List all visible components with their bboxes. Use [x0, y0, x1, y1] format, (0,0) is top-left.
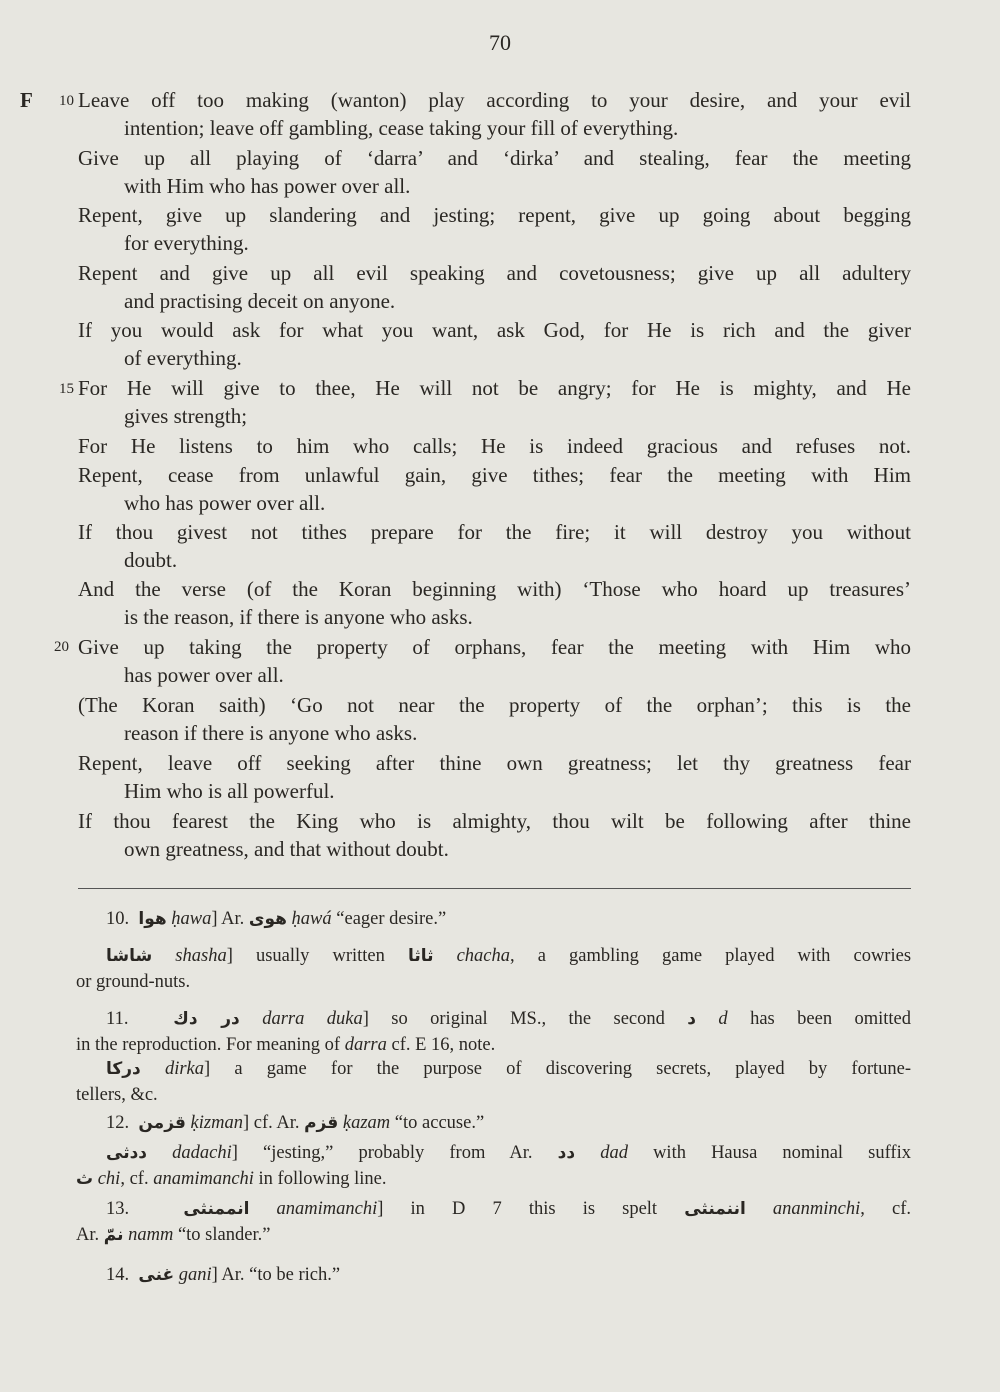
verse-text: For He will give to thee, He will not be angry; for He is mighty, and He	[78, 376, 911, 400]
verse-line	[78, 259, 911, 315]
transliteration: namm	[128, 1225, 174, 1245]
verse-text: (The Koran saith) ‘Go not near the property of the orphan’; this is the	[78, 693, 911, 717]
verse-line	[78, 374, 911, 430]
arabic-word: غنى	[138, 1265, 175, 1285]
arabic-word: ث	[76, 1169, 94, 1189]
footnote-number: 10.	[106, 909, 130, 929]
verse-line	[78, 749, 911, 805]
arabic-word: نمّ	[103, 1225, 124, 1245]
verse-line	[78, 518, 911, 574]
verse-continuation: reason if there is anyone who asks.	[124, 721, 418, 745]
arabic-word: دد	[557, 1143, 576, 1163]
footnote-text: “eager desire.”	[331, 909, 447, 929]
verse-text: And the verse (of the Koran beginning with) ‘Those who hoard up treasures’	[78, 577, 911, 601]
footnote	[76, 943, 911, 995]
footnote-number: 12.	[106, 1113, 130, 1133]
transliteration: darra duka	[262, 1009, 363, 1029]
verse-line	[78, 807, 911, 863]
footnote	[76, 1262, 911, 1288]
footnote-text: has been omitted	[727, 1009, 911, 1029]
footnote-text: or ground-nuts.	[76, 972, 191, 992]
footnote-text: , cf.	[120, 1169, 154, 1189]
transliteration: ḥawa	[171, 909, 212, 929]
footnote	[76, 1110, 911, 1136]
transliteration: anamimanchi	[153, 1169, 254, 1189]
transliteration: ananminchi	[772, 1199, 861, 1219]
transliteration: chi	[97, 1169, 121, 1189]
transliteration: ḳizman	[190, 1113, 243, 1133]
verse-line	[78, 86, 911, 142]
footnote-text: , cf.	[860, 1199, 912, 1219]
verse-text: Give up all playing of ‘darra’ and ‘dirka’ and stealing, fear the meeting	[78, 146, 911, 170]
verse-line	[78, 201, 911, 257]
arabic-word: شاشا	[106, 946, 153, 966]
verse-text: Leave off too making (wanton) play according to your desire, and your evil	[78, 88, 911, 112]
transliteration: dadachi	[172, 1143, 232, 1163]
verse-continuation: of everything.	[124, 346, 242, 370]
verse-text: Repent, leave off seeking after thine own greatness; let thy greatness fear	[78, 751, 911, 775]
verse-text: If thou givest not tithes prepare for the fire; it will destroy you without	[78, 520, 911, 544]
footnote	[76, 1140, 911, 1192]
section-mark: F	[20, 88, 33, 112]
verse-continuation: who has power over all.	[124, 491, 326, 515]
verse-line	[78, 144, 911, 200]
footnote-text: “to slander.”	[173, 1225, 271, 1245]
arabic-word: انممنثى	[183, 1199, 250, 1219]
transliteration: dirka	[164, 1059, 205, 1079]
verse-continuation: with Him who has power over all.	[124, 174, 411, 198]
page-number: 70	[489, 30, 511, 55]
footnote-number: 14.	[106, 1265, 130, 1285]
arabic-word: هوا	[138, 909, 167, 929]
verse-line	[78, 575, 911, 631]
transliteration: dad	[600, 1143, 628, 1163]
verse-continuation: has power over all.	[124, 663, 284, 687]
footnote-text: ] so original MS., the second	[362, 1009, 688, 1029]
transliteration: anamimanchi	[276, 1199, 378, 1219]
arabic-word: ثاثا	[407, 946, 434, 966]
footnote-text: Ar.	[76, 1225, 104, 1245]
footnote-text: ] Ar.	[211, 909, 249, 929]
footnote-text: “to accuse.”	[390, 1113, 485, 1133]
verse-text: If you would ask for what you want, ask God, for He is rich and the giver	[78, 318, 911, 342]
verse-text: Repent, give up slandering and jesting; repent, give up going about begging	[78, 203, 911, 227]
transliteration: shasha	[175, 946, 227, 966]
transliteration: gani	[178, 1265, 212, 1285]
footnote-text: tellers, &c.	[76, 1085, 158, 1105]
arabic-word: دركا	[106, 1059, 141, 1079]
footnote	[76, 1056, 911, 1108]
verse-continuation: and practising deceit on anyone.	[124, 289, 396, 313]
verse-text: Give up taking the property of orphans, fear the meeting with Him who	[78, 635, 911, 659]
verse-continuation: intention; leave off gambling, cease taking your fill of everything.	[124, 116, 679, 140]
footnote-text: ] cf. Ar.	[242, 1113, 305, 1133]
verse-continuation: doubt.	[124, 548, 178, 572]
footnote-text: ] usually written	[226, 946, 408, 966]
footnote	[76, 1196, 911, 1248]
footnote-text: ] a game for the purpose of discovering secrets, played by fortune-	[204, 1059, 912, 1079]
verse-text: Repent, cease from unlawful gain, give tithes; fear the meeting with Him	[78, 463, 911, 487]
verse-continuation: own greatness, and that without doubt.	[124, 837, 449, 861]
arabic-word: ددثى	[106, 1143, 148, 1163]
verse-text: If thou fearest the King who is almighty, thou wilt be following after thine	[78, 809, 911, 833]
verse-line	[78, 432, 911, 460]
transliteration: chacha	[456, 946, 511, 966]
arabic-word: قزمن	[138, 1113, 186, 1133]
transliteration: d	[718, 1009, 728, 1029]
verse-continuation: Him who is all powerful.	[124, 779, 335, 803]
transliteration: ḳazam	[342, 1113, 391, 1133]
transliteration: darra	[344, 1035, 387, 1055]
verse-continuation: is the reason, if there is anyone who asks.	[124, 605, 473, 629]
footnote-text: cf. E 16, note.	[386, 1035, 496, 1055]
verse-line	[78, 316, 911, 372]
footnote-text: in the reproduction. For meaning of	[76, 1035, 345, 1055]
verse-line	[78, 633, 911, 689]
arabic-word: در دك	[173, 1009, 240, 1029]
verse-line	[78, 691, 911, 747]
footnote-number: 11.	[106, 1009, 129, 1029]
arabic-word: د	[687, 1009, 697, 1029]
arabic-word: قزم	[304, 1113, 339, 1133]
footnote-text: ] in D 7 this is spelt	[377, 1199, 685, 1219]
arabic-word: هوى	[248, 909, 287, 929]
verse-text: For He listens to him who calls; He is indeed gracious and refuses not.	[78, 434, 911, 458]
arabic-word: اننمنثى	[684, 1199, 746, 1219]
transliteration: ḥawá	[291, 909, 332, 929]
footnote-divider	[78, 888, 911, 889]
footnote	[76, 906, 911, 932]
footnote-text: ] “jesting,” probably from Ar.	[231, 1143, 558, 1163]
verse-continuation: gives strength;	[124, 404, 248, 428]
footnote-text: in following line.	[253, 1169, 387, 1189]
footnote-text: , a gambling game played with cowries	[510, 946, 912, 966]
line-number-15: 15	[59, 381, 74, 397]
verse-continuation: for everything.	[124, 231, 249, 255]
verse-text: Repent and give up all evil speaking and covetousness; give up all adultery	[78, 261, 911, 285]
line-number-10: 10	[59, 93, 74, 109]
footnote-text: with Hausa nominal suffix	[627, 1143, 911, 1163]
footnote	[76, 1006, 911, 1058]
line-number-20: 20	[54, 639, 69, 655]
verse-line	[78, 461, 911, 517]
footnote-number: 13.	[106, 1199, 130, 1219]
footnote-text: ] Ar. “to be rich.”	[211, 1265, 341, 1285]
